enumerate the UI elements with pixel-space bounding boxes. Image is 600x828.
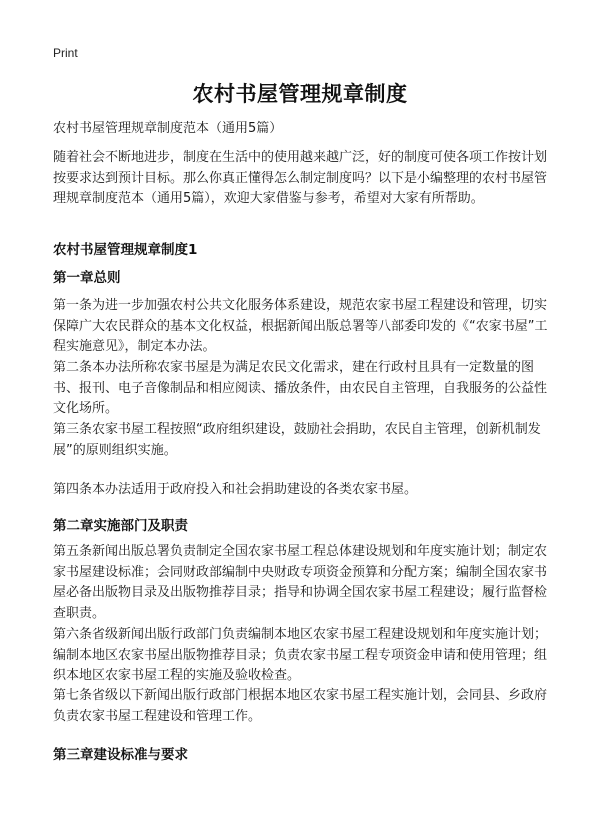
page-title: 农村书屋管理规章制度	[192, 82, 408, 106]
print-link[interactable]: Print	[53, 46, 78, 60]
article-6: 第六条省级新闻出版行政部门负责编制本地区农家书屋工程建设规划和年度实施计划；编制本地区农家书屋出版物推荐目录；负责农家书屋工程专项资金申请和使用管理；组织本地区农家书屋工程的实施及验收检查。	[53, 627, 548, 683]
article-2: 第二条本办法所称农家书屋是为满足农民文化需求，建在行政村且具有一定数量的图书、报刊、电子音像制品和相应阅读、播放条件，由农民自主管理，自我服务的公益性文化场所。	[53, 360, 548, 416]
chapter-heading-3: 第三章建设标准与要求	[53, 747, 188, 763]
article-5: 第五条新闻出版总署负责制定全国农家书屋工程总体建设规划和年度实施计划；制定农家书屋建设标准；会同财政部编制中央财政专项资金预算和分配方案；编制全国农家书屋必备出版物目录及出版物推荐目录；指导和协调全国农家书屋工程建设；履行监督检查职责。	[53, 544, 548, 621]
section-heading: 农村书屋管理规章制度1	[53, 242, 198, 258]
chapter-heading-2: 第二章实施部门及职责	[53, 518, 188, 534]
article-3: 第三条农家书屋工程按照“政府组织建设，鼓励社会捐助，农民自主管理，创新机制发展”的原则组织实施。	[53, 422, 541, 458]
chapter-heading-1: 第一章总则	[53, 270, 121, 286]
article-1: 第一条为进一步加强农村公共文化服务体系建设，规范农家书屋工程建设和管理，切实保障广大农民群众的基本文化权益，根据新闻出版总署等八部委印发的《“农家书屋”工程实施意见》，制定本办法。	[53, 298, 548, 354]
document-subtitle: 农村书屋管理规章制度范本（通用5篇）	[53, 121, 283, 136]
article-4: 第四条本办法适用于政府投入和社会捐助建设的各类农家书屋。	[53, 482, 418, 497]
article-7: 第七条省级以下新闻出版行政部门根据本地区农家书屋工程实施计划，会同县、乡政府负责农家书屋工程建设和管理工作。	[53, 688, 548, 724]
intro-paragraph: 随着社会不断地进步，制度在生活中的使用越来越广泛，好的制度可使各项工作按计划按要求达到预计目标。那么你真正懂得怎么制定制度吗？以下是小编整理的农村书屋管理规章制度范本（通用5篇），欢迎大家借鉴与参考，希望对大家有所帮助。	[53, 150, 548, 206]
